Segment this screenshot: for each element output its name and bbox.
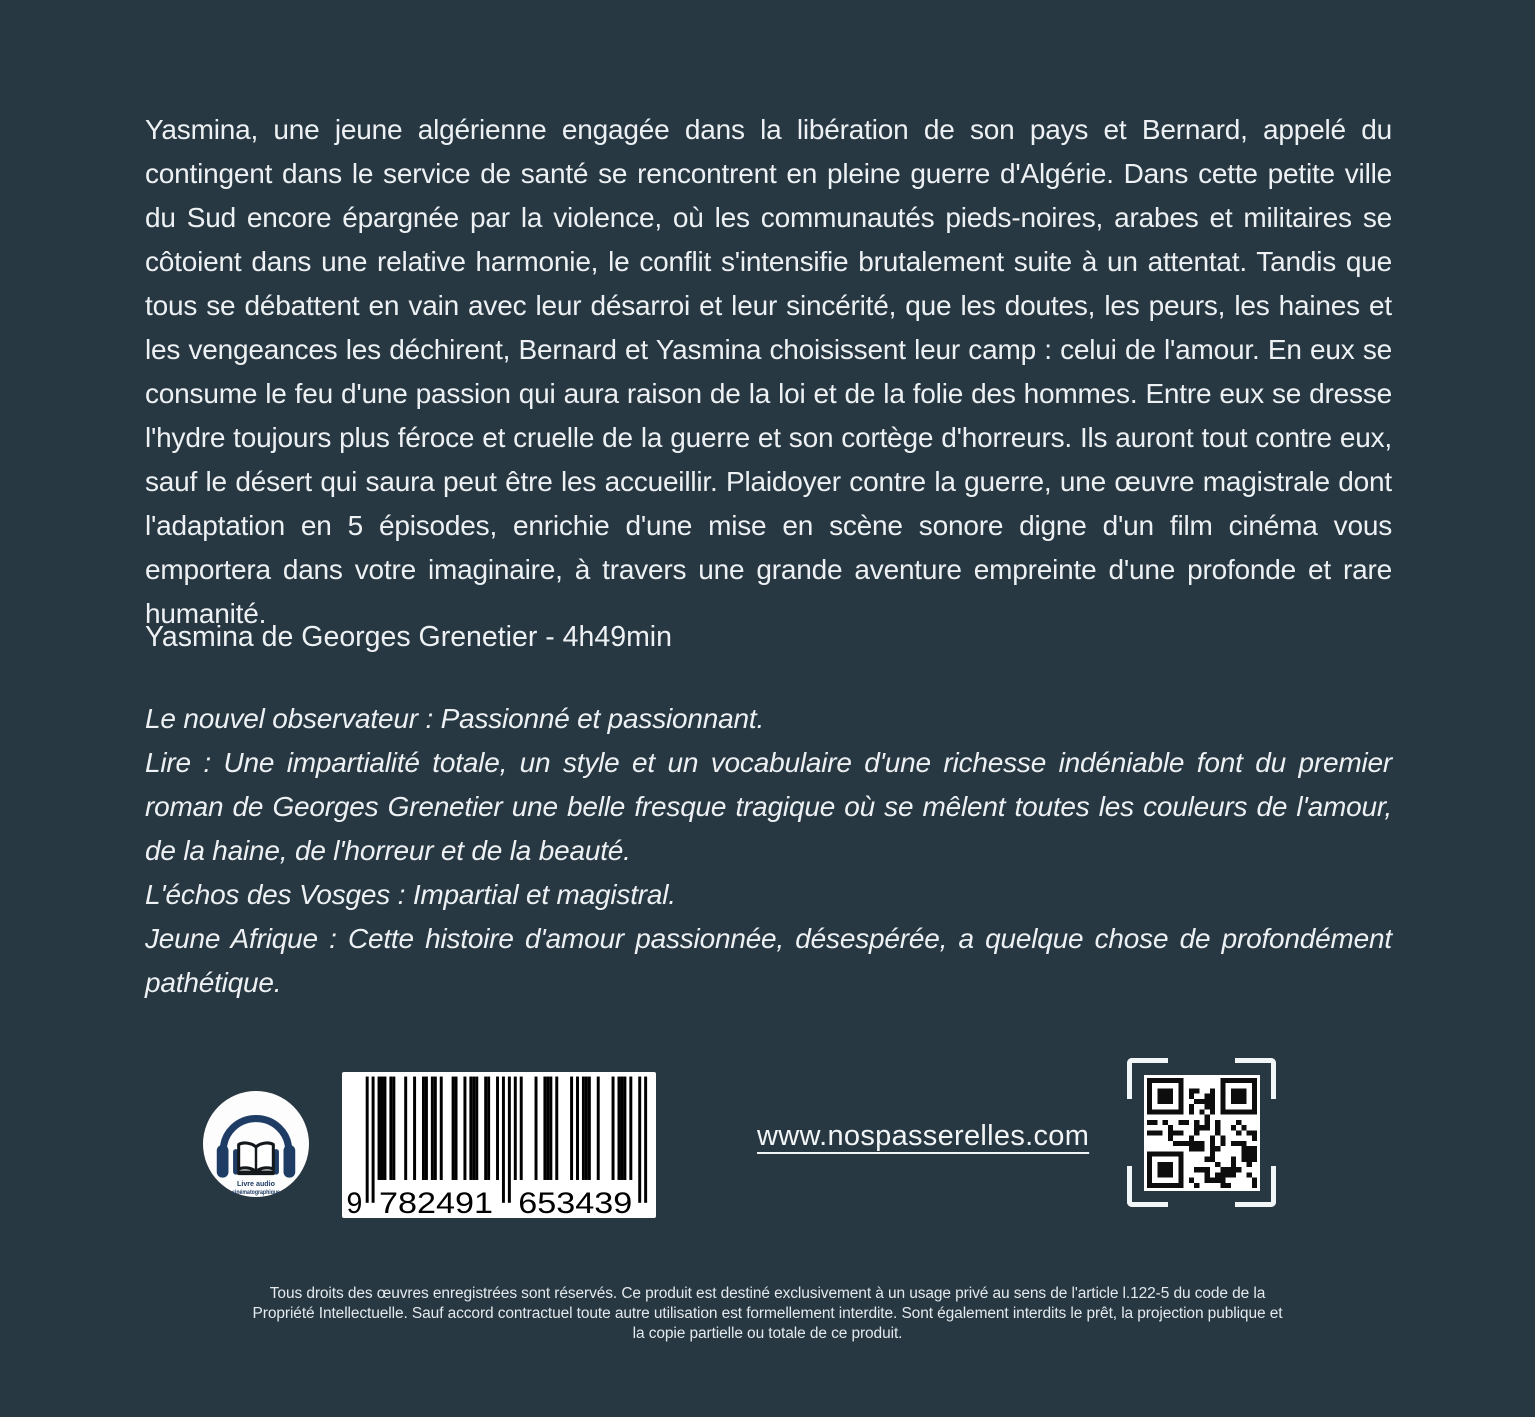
headphone-cup-right [284, 1145, 296, 1178]
press-review-lire: Lire : Une impartialité totale, un style et un vocabulaire d'une richesse indéniable font du premier roman de Georges Grenetier une belle fresque tragique où se mêlent toutes les couleurs de l'amour, de la haine, de l'horreur et de la beauté. [145, 747, 1392, 866]
synopsis-text: Yasmina, une jeune algérienne engagée dans la libération de son pays et Bernard, appelé du contingent dans le service de santé se rencontrent en pleine guerre d'Algérie. Dans cette petite ville du Sud encore épargnée par la violence, où les communautés pieds-noires, arabes et militaires se côtoient dans une relative harmonie, le conflit s'intensifie brutalement suite à un attentat. Tandis que tous se débattent en vain avec leur désarroi et leur sincérité, que les doutes, les peurs, les haines et les vengeances les déchirent, Bernard et Yasmina choisissent leur camp : celui de l'amour. En eux se consume le feu d'une passion qui aura raison de la loi et de la folie des hommes. Entre eux se dresse l'hydre toujours plus féroce et cruelle de la guerre et son cortège d'horreurs. Ils auront tout contre eux, sauf le désert qui saura peut être les accueillir. Plaidoyer contre la guerre, une œuvre magistrale dont l'adaptation en 5 épisodes, enrichie d'une mise en scène sonore digne d'un film cinéma vous emportera dans votre imaginaire, à travers une grande aventure empreinte d'une profonde et rare humanité. [145, 114, 1392, 629]
headphone-cup-left [217, 1145, 229, 1178]
logo-caption-line1: Livre audio [236, 1179, 276, 1188]
website-link[interactable]: www.nospasserelles.com [757, 1120, 1090, 1152]
legal-line: Tous droits des œuvres enregistrées sont réservés. Ce produit est destiné exclusivement à un usage privé au sens de l'article l.122-5 du code de la [269, 1285, 1266, 1302]
logo-caption-line2: cinématographique [232, 1188, 281, 1196]
legal-notice [0, 1284, 1535, 1344]
title-duration-line: Yasmina de Georges Grenetier - 4h49min [145, 621, 672, 653]
barcode-bars [342, 1072, 656, 1218]
press-reviews [145, 697, 1392, 1005]
legal-line: Propriété Intellectuelle. Sauf accord contractuel toute autre utilisation est formellement interdite. Sont également interdits le prêt, la projection publique et [252, 1305, 1283, 1322]
press-review-nouvel-observateur: Le nouvel observateur : Passionné et passionnant. [145, 703, 765, 734]
qr-pattern [1147, 1078, 1257, 1188]
svg-text:653439: 653439 [518, 1187, 633, 1218]
qr-code [1127, 1058, 1276, 1207]
svg-text:9: 9 [346, 1187, 363, 1218]
press-review-jeune-afrique: Jeune Afrique : Cette histoire d'amour passionnée, désespérée, a quelque chose de profondément pathétique. [145, 923, 1392, 998]
press-review-echos-des-vosges: L'échos des Vosges : Impartial et magistral. [145, 879, 676, 910]
publisher-logo [203, 1091, 309, 1197]
livre-audio-headphones-book-icon [203, 1091, 309, 1197]
legal-line: la copie partielle ou totale de ce produit. [632, 1325, 903, 1342]
barcode [342, 1072, 656, 1218]
svg-text:782491: 782491 [379, 1187, 494, 1218]
